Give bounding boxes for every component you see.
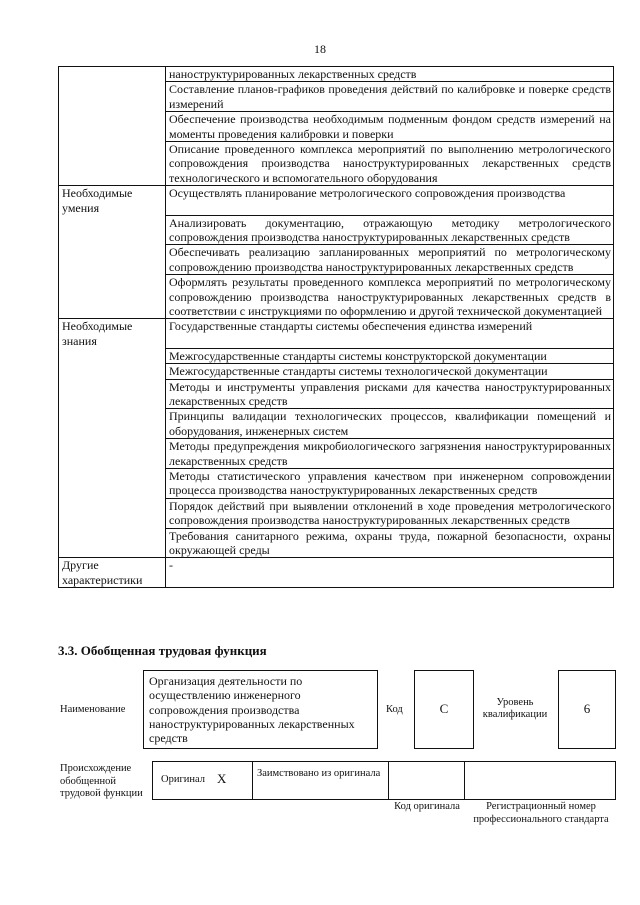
category-cell — [59, 468, 166, 498]
level-box — [558, 670, 616, 749]
code-original-label: Код оригинала — [394, 801, 460, 812]
category-cell — [59, 82, 166, 112]
requirements-table — [58, 66, 614, 588]
requirement-item: Принципы валидации технологических процессов, квалификации помещений и оборудования, инженерных систем — [166, 409, 614, 439]
code-label: Код — [386, 704, 403, 715]
table-row — [59, 82, 614, 112]
origin-divider — [252, 762, 253, 799]
name-value: Организация деятельности по осуществлению инженерного сопровождения производства наноструктурированных лекарственных средств — [149, 674, 355, 746]
table-row — [59, 319, 614, 348]
table-row — [59, 528, 614, 558]
reg-number-label: Регистрационный номер профессионального стандарта — [473, 801, 609, 825]
requirement-item: Обеспечивать реализацию запланированных мероприятий по метрологическому сопровождению производства наноструктурированных лекарственных средств — [166, 245, 614, 275]
category-cell: Необходимые умения — [59, 186, 166, 215]
level-label: Уровень квалификации — [482, 697, 548, 720]
original-mark: X — [217, 771, 227, 786]
origin-divider — [464, 762, 465, 799]
table-row — [59, 558, 614, 588]
table-row — [59, 275, 614, 319]
table-row — [59, 245, 614, 275]
original-label: Оригинал — [161, 774, 205, 785]
table-row — [59, 379, 614, 409]
table-row — [59, 409, 614, 439]
requirement-item: наноструктурированных лекарственных средств — [166, 67, 614, 82]
name-label: Наименование — [60, 704, 126, 715]
requirement-item: Межгосударственные стандарты системы конструкторской документации — [166, 348, 614, 363]
code-value: C — [439, 701, 449, 716]
requirement-item: Методы и инструменты управления рисками для качества наноструктурированных лекарственных средств — [166, 379, 614, 409]
table-row — [59, 215, 614, 245]
origin-label: Происхождение обобщенной трудовой функции — [60, 763, 143, 799]
category-cell — [59, 364, 166, 379]
requirement-item: Составление планов-графиков проведения действий по калибровке и поверке средств измерений — [166, 82, 614, 112]
requirement-item: Методы предупреждения микробиологического загрязнения наноструктурированных лекарственных средств — [166, 439, 614, 469]
code-box — [414, 670, 474, 749]
category-cell — [59, 439, 166, 469]
origin-box — [152, 761, 616, 800]
requirement-item: Методы статистического управления качеством при инженерном сопровождении процесса производства наноструктурированных лекарственных средств — [166, 468, 614, 498]
table-row — [59, 348, 614, 363]
requirement-item: Межгосударственные стандарты системы технологической документации — [166, 364, 614, 379]
category-cell — [59, 67, 166, 82]
borrowed-label: Заимствовано из оригинала — [257, 768, 381, 779]
category-cell — [59, 528, 166, 558]
category-cell — [59, 275, 166, 319]
category-cell — [59, 409, 166, 439]
table-row — [59, 364, 614, 379]
category-cell — [59, 348, 166, 363]
table-row — [59, 112, 614, 142]
requirement-item: Оформлять результаты проведенного комплекса мероприятий по метрологическому сопровождению производства наноструктурированных лекарственных средств в соответствии с инструкциями по оформлению и другой технической документацией — [166, 275, 614, 319]
requirement-item: Анализировать документацию, отражающую методику метрологического сопровождения производства наноструктурированных лекарственных средств — [166, 215, 614, 245]
category-cell — [59, 142, 166, 186]
table-row — [59, 439, 614, 469]
category-cell: Другие характеристики — [59, 558, 166, 588]
level-value: 6 — [583, 701, 591, 716]
table-row — [59, 468, 614, 498]
table-row — [59, 498, 614, 528]
requirement-item: - — [166, 558, 614, 588]
name-box — [143, 670, 378, 749]
category-cell — [59, 112, 166, 142]
requirement-item: Описание проведенного комплекса мероприятий по выполнению метрологического сопровождения производства наноструктурированных лекарственных средств технологического и вспомогательного оборудования — [166, 142, 614, 186]
category-cell — [59, 215, 166, 245]
requirement-item: Обеспечение производства необходимым подменным фондом средств измерений на моменты проведения калибровки и поверки — [166, 112, 614, 142]
requirement-item: Порядок действий при выявлении отклонений в ходе проведения метрологического сопровождения производства наноструктурированных лекарственных средств — [166, 498, 614, 528]
requirement-item: Осуществлять планирование метрологического сопровождения производства — [166, 186, 614, 215]
category-cell — [59, 498, 166, 528]
section-title: 3.3. Обобщенная трудовая функция — [58, 643, 267, 658]
table-row — [59, 142, 614, 186]
table-row — [59, 67, 614, 82]
requirement-item: Требования санитарного режима, охраны труда, пожарной безопасности, охраны окружающей среды — [166, 528, 614, 558]
origin-divider — [388, 762, 389, 799]
category-cell: Необходимые знания — [59, 319, 166, 348]
table-row — [59, 186, 614, 215]
category-cell — [59, 379, 166, 409]
requirement-item: Государственные стандарты системы обеспечения единства измерений — [166, 319, 614, 348]
category-cell — [59, 245, 166, 275]
page-number: 18 — [314, 42, 326, 56]
